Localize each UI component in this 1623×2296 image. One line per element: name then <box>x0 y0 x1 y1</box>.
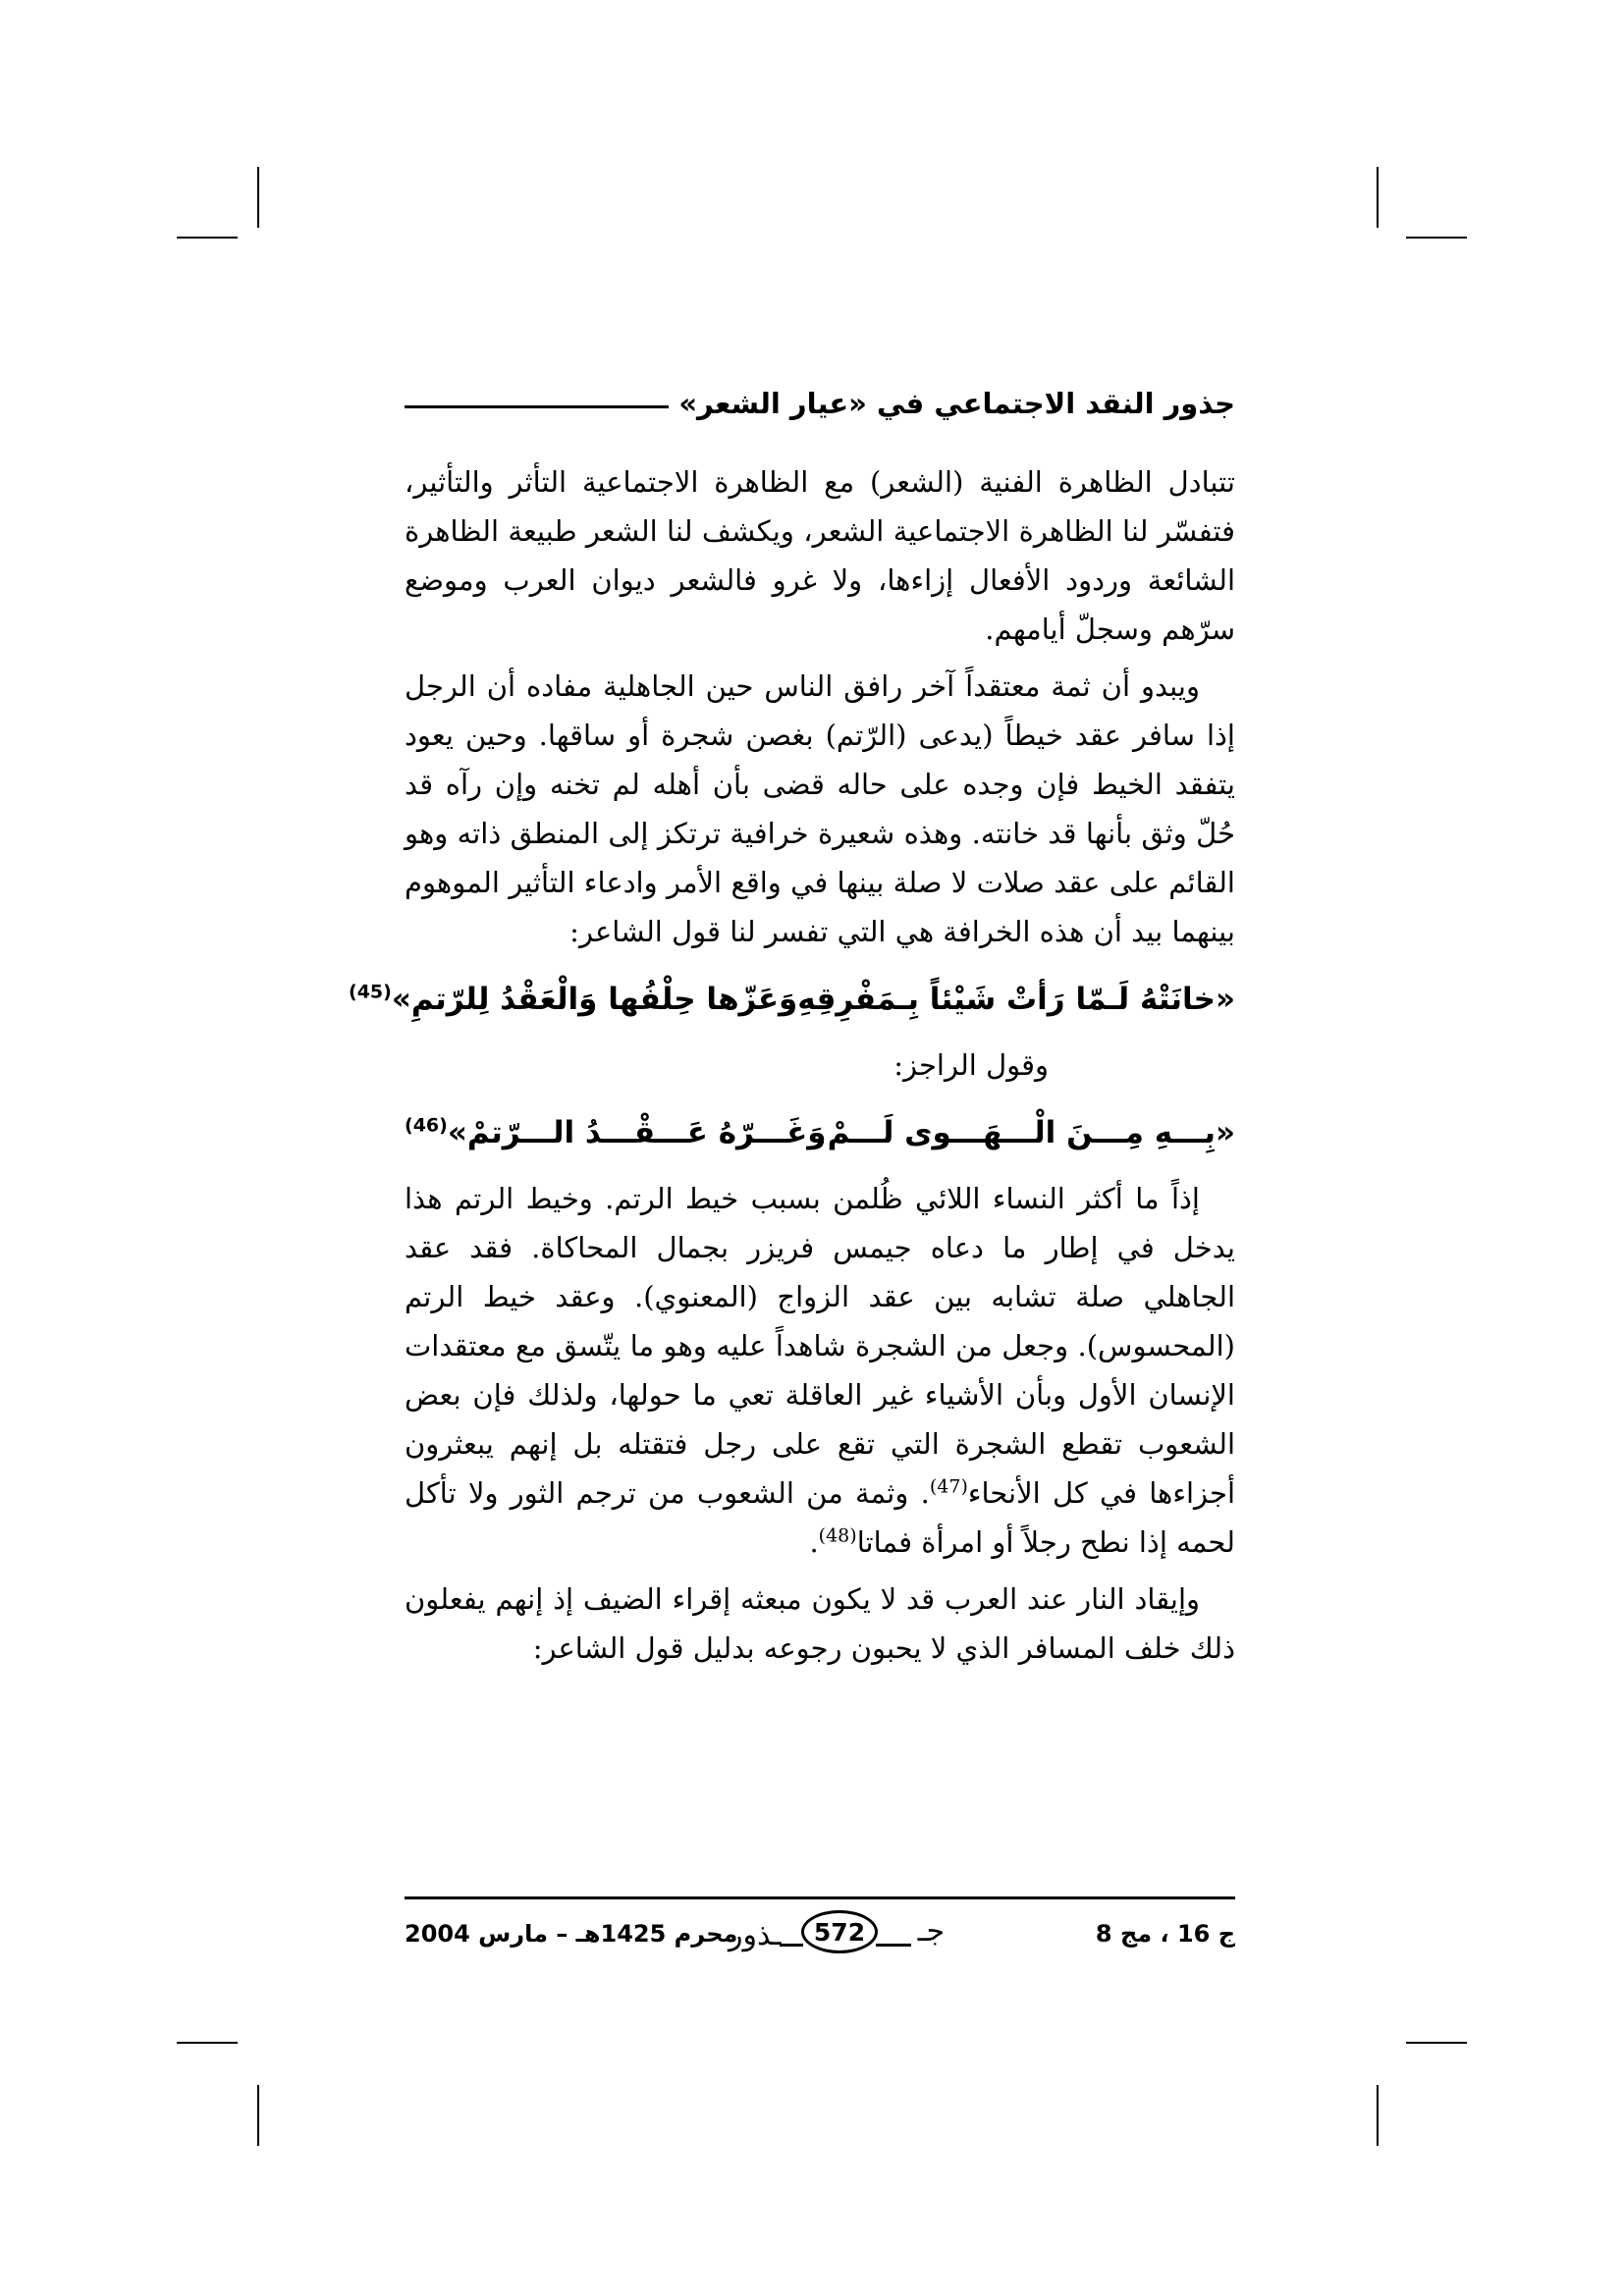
paragraph-3-part-1: إذاً ما أكثر النساء اللائي ظُلمن بسبب خيط الرتم. وخيط الرتم هذا يدخل في إطار ما دعاه جيمس فريزر بجمال المحاكاة. فقد عقد الجاهلي صلة تشابه بين عقد الزواج (المعنوي). وعقد خيط الرتم (المحسوس). وجعل من الشجرة شاهداً عليه وهو ما يتّسق مع معتقدات الإنسان الأول وبأن الأشياء غير العاقلة تعي ما حولها، ولذلك فإن بعض الشعوب تقطع الشجرة التي تقع على رجل فتقتله بل إنهم يبعثرون أجزاءها في كل الأنحاء <box>405 1182 1236 1510</box>
paragraph-3-part-3: . <box>809 1525 819 1559</box>
body-text <box>349 457 1236 1673</box>
crop-mark-top-left-vertical <box>257 167 259 228</box>
footnote-ref-48: (48) <box>818 1524 857 1547</box>
verse-2 <box>405 1103 1235 1162</box>
paragraph-3-part-2: . وثمة من الشعوب من ترجم الثور ولا تأكل لحمه إذا نطح رجلاً أو امرأة فماتا <box>405 1476 1235 1559</box>
verse-1-first-hemistich: «خانَتْهُ لَـمّا رَأتْ شَيْئاً بِـمَفْرِقِهِ <box>797 982 1235 1017</box>
paragraph-4: وإيقاد النار عند العرب قد لا يكون مبعثه إقراء الضيف إذ إنهم يفعلون ذلك خلف المسافر الذي لا يحبون رجوعه بدليل قول الشاعر: <box>405 1582 1235 1665</box>
journal-logo-left: ـذور <box>729 1918 782 1952</box>
verse-1-second-hemistich <box>349 970 797 1029</box>
crop-mark-bottom-right-horizontal <box>1406 2042 1467 2044</box>
journal-logo-line-right <box>876 1944 911 1947</box>
running-header <box>405 379 1235 428</box>
paragraph-3 <box>405 1174 1235 1567</box>
journal-logo-line-left <box>780 1944 803 1947</box>
crop-mark-bottom-left-horizontal <box>177 2042 238 2044</box>
footnote-ref-47: (47) <box>929 1475 968 1498</box>
verse-2-second-hemistich <box>405 1103 827 1162</box>
document-page <box>349 363 1236 1952</box>
running-title: جذور النقد الاجتماعي في «عيار الشعر» <box>678 387 1235 420</box>
crop-mark-top-right-vertical <box>1377 167 1379 228</box>
crop-mark-top-right-horizontal <box>1406 237 1467 239</box>
verse-2-intro: وقول الراجز: <box>893 1048 1049 1082</box>
verse-2-first-hemistich: «بِـــهِ مِـــنَ الْـــهَـــوى لَـــمْ <box>827 1115 1235 1150</box>
crop-mark-bottom-left-vertical <box>257 2085 259 2146</box>
page-footer <box>405 1908 1235 1967</box>
footnote-ref-46: (46) <box>405 1114 448 1137</box>
verse-1-second-hemistich-text: وَعَزّها حِلْفُها وَالْعَقْدُ لِلرّتمِ» <box>391 982 798 1017</box>
header-rule <box>405 405 669 408</box>
paragraph-2: ويبدو أن ثمة معتقداً آخر رافق الناس حين الجاهلية مفاده أن الرجل إذا سافر عقد خيطاً (يدعى (الرّتم) بغصن شجرة أو ساقها. وحين يعود يتفقد الخيط فإن وجده على حاله قضى بأن أهله لم تخنه وإن رآه قد حُلّ وثق بأنها قد خانته. وهذه شعيرة خرافية ترتكز إلى المنطق ذاته وهو القائم على عقد صلات لا صلة بينها في واقع الأمر وادعاء التأثير الموهوم بينهما بيد أن هذه الخرافة هي التي تفسر لنا قول الشاعر: <box>405 669 1235 948</box>
crop-mark-top-left-horizontal <box>177 237 238 239</box>
issue-date: محرم 1425هـ – مارس 2004 <box>405 1920 738 1948</box>
issue-info: ج 16 ، مج 8 <box>1095 1920 1235 1948</box>
verse-2-second-hemistich-text: وَغَـــرّهُ عَـــقْـــدُ الـــرّتمْ» <box>447 1115 827 1150</box>
journal-logo-right: جـ <box>917 1914 945 1949</box>
paragraph-1: تتبادل الظاهرة الفنية (الشعر) مع الظاهرة الاجتماعية التأثر والتأثير، فتفسّر لنا الظاهرة الاجتماعية الشعر، ويكشف لنا الشعر طبيعة الظاهرة الشائعة وردود الأفعال إزاءها، ولا غرو فالشعر ديوان العرب وموضع سرّهم وسجلّ أيامهم. <box>405 465 1235 646</box>
verse-1 <box>349 970 1235 1029</box>
footer-rule <box>405 1896 1235 1899</box>
page-number: 572 <box>801 1910 878 1953</box>
journal-logo <box>729 1908 945 1963</box>
crop-mark-bottom-right-vertical <box>1377 2085 1379 2146</box>
footnote-ref-45: (45) <box>349 981 392 1003</box>
